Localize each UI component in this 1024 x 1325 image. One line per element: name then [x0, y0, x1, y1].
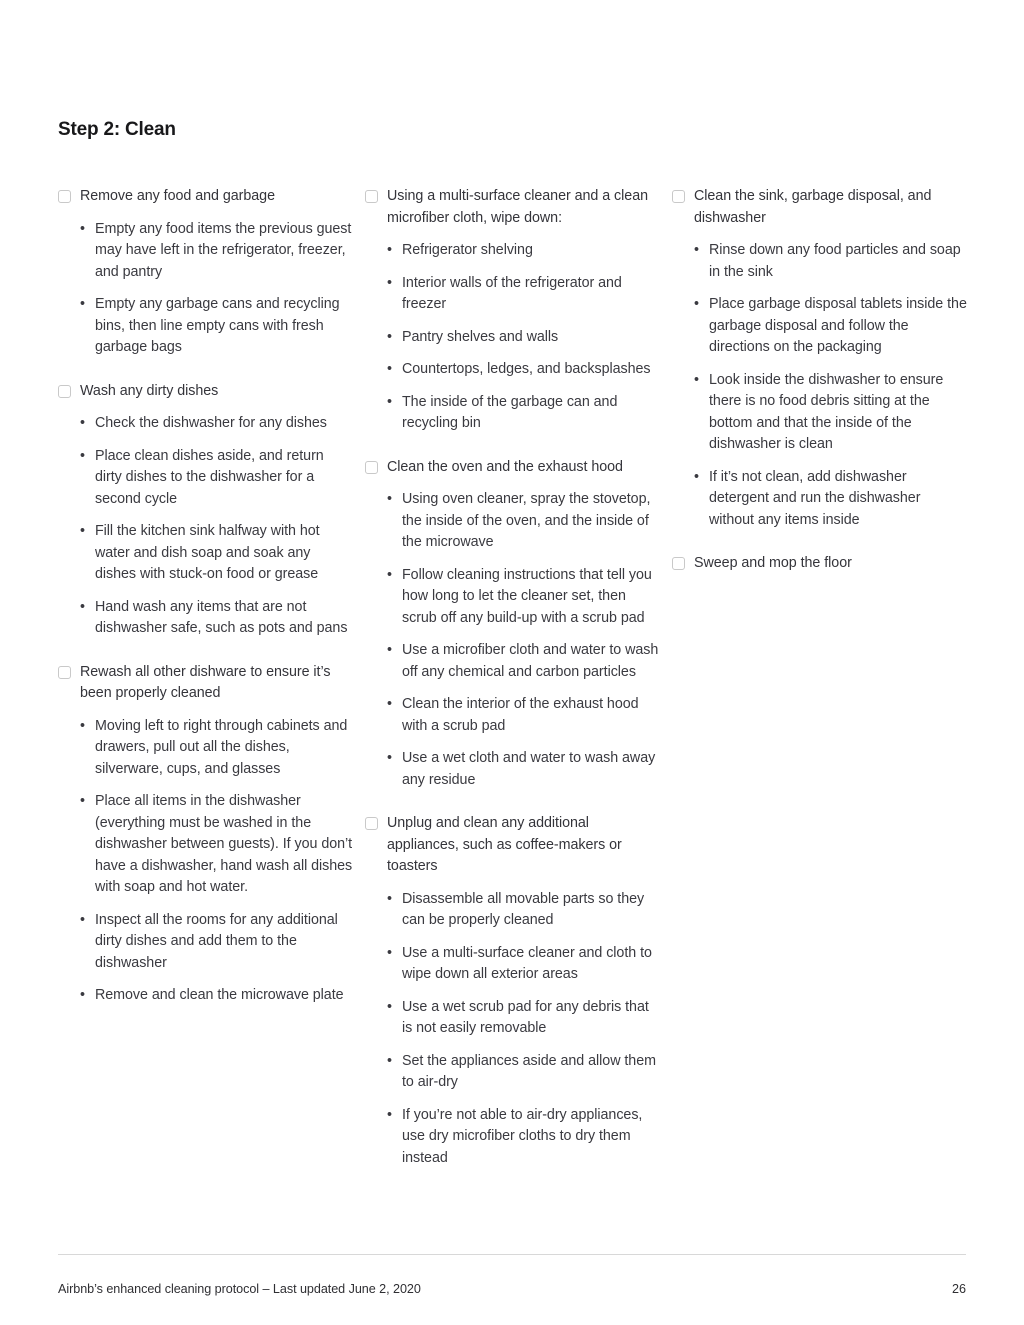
list-item-text: Place all items in the dishwasher (everything must be washed in the dishwasher between guests). If you don’t have a dishwasher, hand wash all dishes with soap and hot water.	[95, 793, 353, 895]
list-item-text: Disassemble all movable parts so they can be properly cleaned	[402, 890, 645, 928]
bullet-dot-icon: •	[80, 296, 85, 312]
list-item-text: Set the appliances aside and allow them to air-dry	[402, 1052, 656, 1090]
list-item	[387, 889, 660, 932]
bullet-dot-icon: •	[387, 566, 392, 583]
list-item-text: Follow cleaning instructions that tell you how long to let the cleaner set, then scrub off any build-up with a scrub pad	[402, 566, 652, 626]
list-item	[80, 716, 353, 781]
checklist-column-2	[365, 186, 672, 1169]
checkbox-unchecked-icon[interactable]	[365, 817, 378, 830]
list-item	[80, 413, 353, 435]
bullet-dot-icon: •	[387, 274, 392, 291]
list-item-text: If you’re not able to air-dry appliances, use dry microfiber cloths to dry them instead	[402, 1106, 643, 1166]
list-item-text: Countertops, ledges, and backsplashes	[402, 361, 651, 377]
list-item-text: Inspect all the rooms for any additional dirty dishes and add them to the dishwasher	[95, 911, 338, 971]
checklist-sublist	[365, 889, 660, 1170]
list-item-text: Look inside the dishwasher to ensure there is no food debris sitting at the bottom and that the inside of the dishwasher is clean	[709, 371, 944, 452]
bullet-dot-icon: •	[387, 696, 392, 712]
list-item	[80, 985, 353, 1007]
bullet-dot-icon: •	[80, 523, 85, 539]
bullet-dot-icon: •	[694, 371, 699, 388]
bullet-dot-icon: •	[387, 944, 392, 961]
checklist-group	[672, 186, 967, 531]
checklist-item-label: Using a multi-surface cleaner and a clean microfiber cloth, wipe down:	[387, 188, 648, 226]
list-item	[694, 467, 967, 532]
bullet-dot-icon: •	[387, 242, 392, 258]
checklist-item-label: Clean the oven and the exhaust hood	[387, 458, 623, 475]
bullet-dot-icon: •	[694, 296, 699, 312]
list-item-text: The inside of the garbage can and recycling bin	[402, 393, 618, 431]
list-item	[387, 359, 660, 381]
checklist-group	[672, 553, 967, 575]
checkbox-unchecked-icon[interactable]	[672, 190, 685, 203]
checklist-item[interactable]	[365, 457, 660, 479]
checklist-sublist	[58, 716, 353, 1007]
list-item	[694, 240, 967, 283]
checklist-item-label: Sweep and mop the floor	[694, 555, 852, 571]
list-item-text: Rinse down any food particles and soap in the sink	[709, 242, 961, 280]
checklist-item[interactable]	[365, 813, 660, 878]
list-item-text: Pantry shelves and walls	[402, 328, 559, 345]
checklist-item[interactable]	[365, 186, 660, 229]
footer-divider	[58, 1254, 966, 1255]
checklist-item[interactable]	[58, 381, 353, 403]
list-item	[80, 910, 353, 975]
bullet-dot-icon: •	[387, 1052, 392, 1069]
list-item	[387, 489, 660, 554]
page-title: Step 2: Clean	[58, 119, 176, 140]
list-item-text: Fill the kitchen sink halfway with hot water and dish soap and soak any dishes with stuck-on food or grease	[95, 523, 320, 582]
bullet-dot-icon: •	[387, 998, 392, 1015]
bullet-dot-icon: •	[80, 717, 85, 734]
bullet-dot-icon: •	[387, 393, 392, 410]
checklist-group	[365, 813, 660, 1169]
list-item	[694, 294, 967, 359]
list-item-text: Use a multi-surface cleaner and cloth to wipe down all exterior areas	[402, 944, 652, 982]
checkbox-unchecked-icon[interactable]	[58, 385, 71, 398]
list-item	[387, 327, 660, 349]
checklist-item-label: Rewash all other dishware to ensure it’s been properly cleaned	[80, 663, 331, 701]
bullet-dot-icon: •	[387, 1106, 392, 1123]
list-item	[387, 694, 660, 737]
checklist-group	[58, 381, 353, 640]
checklist-group	[365, 457, 660, 792]
checklist-item[interactable]	[58, 662, 353, 705]
list-item-text: Place clean dishes aside, and return dirty dishes to the dishwasher for a second cycle	[95, 447, 324, 507]
list-item	[694, 370, 967, 456]
bullet-dot-icon: •	[387, 361, 392, 377]
bullet-dot-icon: •	[387, 328, 392, 345]
list-item	[80, 521, 353, 586]
checklist-item-label: Remove any food and garbage	[80, 188, 275, 204]
bullet-dot-icon: •	[80, 793, 85, 809]
list-item-text: Use a wet cloth and water to wash away any residue	[402, 750, 656, 788]
bullet-dot-icon: •	[80, 415, 85, 431]
bullet-dot-icon: •	[387, 642, 392, 658]
bullet-dot-icon: •	[387, 750, 392, 766]
bullet-dot-icon: •	[387, 890, 392, 907]
list-item	[80, 219, 353, 284]
list-item-text: Remove and clean the microwave plate	[95, 987, 344, 1003]
list-item-text: If it’s not clean, add dishwasher detergent and run the dishwasher without any items inside	[709, 468, 921, 528]
list-item	[387, 565, 660, 630]
checklist-sublist	[365, 489, 660, 791]
page-number: 26	[951, 1282, 966, 1296]
bullet-dot-icon: •	[80, 911, 85, 928]
list-item-text: Place garbage disposal tablets inside the garbage disposal and follow the directions on the packaging	[709, 296, 967, 355]
checkbox-unchecked-icon[interactable]	[365, 461, 378, 474]
bullet-dot-icon: •	[387, 491, 392, 507]
checkbox-unchecked-icon[interactable]	[58, 190, 71, 203]
list-item-text: Empty any food items the previous guest may have left in the refrigerator, freezer, and pantry	[95, 220, 352, 280]
checklist-sublist	[672, 240, 967, 531]
checklist-item-label: Unplug and clean any additional appliances, such as coffee-makers or toasters	[387, 815, 622, 874]
checklist-item[interactable]	[58, 186, 353, 208]
checklist-item-label: Wash any dirty dishes	[80, 382, 219, 399]
list-item-text: Use a microfiber cloth and water to wash off any chemical and carbon particles	[402, 642, 659, 680]
checklist-item[interactable]	[672, 553, 967, 575]
checklist-item[interactable]	[672, 186, 967, 229]
checkbox-unchecked-icon[interactable]	[365, 190, 378, 203]
list-item	[80, 597, 353, 640]
checklist-column-1	[58, 186, 365, 1007]
bullet-dot-icon: •	[80, 220, 85, 237]
checklist-columns	[58, 186, 966, 1169]
checklist-group	[58, 662, 353, 1007]
list-item-text: Check the dishwasher for any dishes	[95, 415, 327, 431]
bullet-dot-icon: •	[80, 447, 85, 464]
list-item	[387, 273, 660, 316]
bullet-dot-icon: •	[694, 242, 699, 258]
list-item	[387, 997, 660, 1040]
checklist-sublist	[58, 219, 353, 359]
list-item-text: Refrigerator shelving	[402, 242, 533, 258]
list-item	[387, 240, 660, 262]
checklist-column-3	[672, 186, 979, 575]
checklist-sublist	[58, 413, 353, 640]
list-item	[80, 791, 353, 899]
list-item-text: Use a wet scrub pad for any debris that is not easily removable	[402, 998, 649, 1036]
list-item-text: Empty any garbage cans and recycling bins, then line empty cans with fresh garbage bags	[95, 296, 340, 355]
bullet-dot-icon: •	[694, 468, 699, 485]
list-item	[80, 294, 353, 359]
list-item	[387, 748, 660, 791]
list-item	[80, 446, 353, 511]
bullet-dot-icon: •	[80, 987, 85, 1003]
checklist-sublist	[365, 240, 660, 435]
checklist-item-label: Clean the sink, garbage disposal, and dishwasher	[694, 188, 932, 226]
list-item-text: Interior walls of the refrigerator and freezer	[402, 274, 622, 312]
checkbox-unchecked-icon[interactable]	[58, 666, 71, 679]
list-item-text: Hand wash any items that are not dishwasher safe, such as pots and pans	[95, 598, 348, 636]
checkbox-unchecked-icon[interactable]	[672, 557, 685, 570]
footer-source-text: Airbnb’s enhanced cleaning protocol – Last updated June 2, 2020	[58, 1282, 421, 1296]
list-item	[387, 640, 660, 683]
list-item	[387, 392, 660, 435]
list-item	[387, 1105, 660, 1170]
list-item-text: Clean the interior of the exhaust hood with a scrub pad	[402, 696, 639, 734]
list-item-text: Moving left to right through cabinets and drawers, pull out all the dishes, silverware, cups, and glasses	[95, 717, 348, 777]
list-item-text: Using oven cleaner, spray the stovetop, the inside of the oven, and the inside of the microwave	[402, 491, 651, 550]
checklist-group	[365, 186, 660, 435]
bullet-dot-icon: •	[80, 598, 85, 615]
list-item	[387, 1051, 660, 1094]
list-item	[387, 943, 660, 986]
checklist-group	[58, 186, 353, 359]
